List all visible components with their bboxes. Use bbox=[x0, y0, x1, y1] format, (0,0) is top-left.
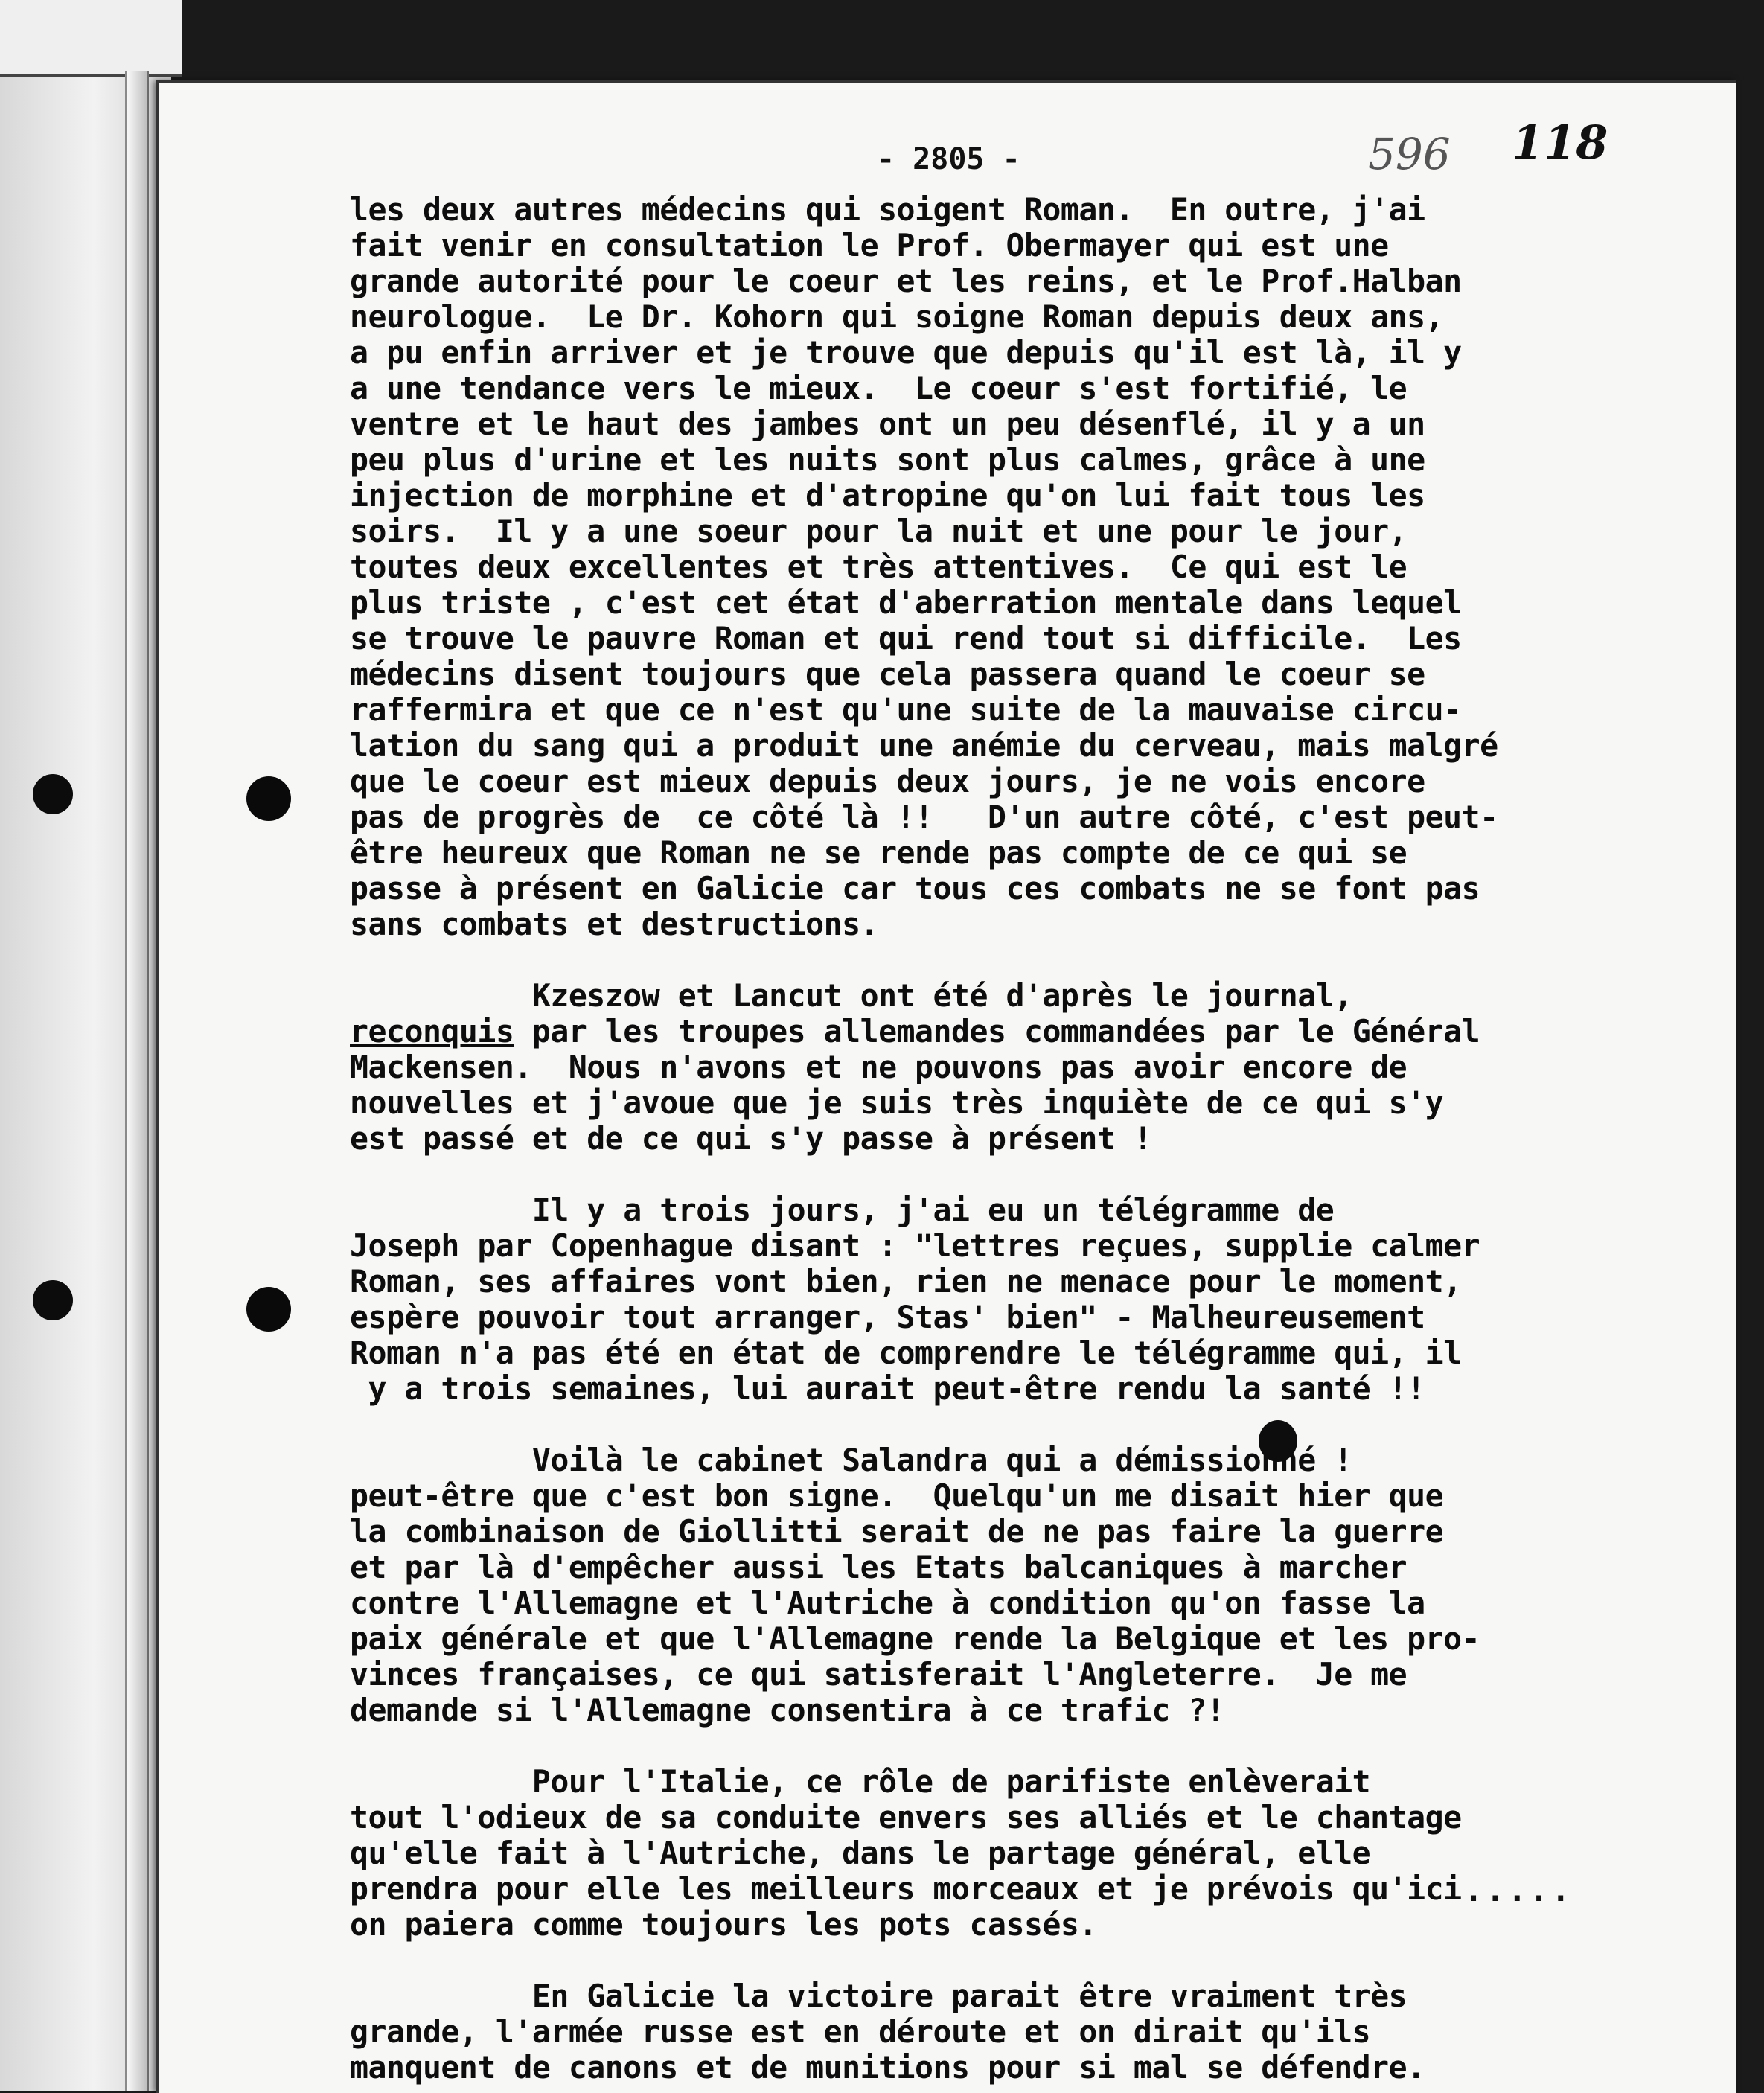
punch-hole-bottom bbox=[246, 1287, 291, 1332]
text-line: Voilà le cabinet Salandra qui a démissionné ! bbox=[350, 1442, 1352, 1478]
text-line: Roman n'a pas été en état de comprendre le télégramme qui, il bbox=[350, 1335, 1462, 1371]
text-line: sans combats et destructions. bbox=[350, 906, 879, 942]
text-line: lation du sang qui a produit une anémie du cerveau, mais malgré bbox=[350, 727, 1498, 764]
text-line: prendra pour elle les meilleurs morceaux et je prévois qu'ici bbox=[350, 1870, 1462, 1907]
text-line: les deux autres médecins qui soigent Roman. En outre, j'ai bbox=[350, 191, 1425, 228]
text-line: Joseph par Copenhague disant : "lettres reçues, supplie calmer bbox=[350, 1227, 1480, 1264]
text-line: on paiera comme toujours les pots cassés. bbox=[350, 1906, 1097, 1943]
text-line: que le coeur est mieux depuis deux jours, je ne vois encore bbox=[350, 763, 1425, 799]
text-line: En Galicie la victoire parait être vraiment très bbox=[350, 1978, 1407, 2014]
text-line: qu'elle fait à l'Autriche, dans le partage général, elle bbox=[350, 1835, 1371, 1871]
text-line: soirs. Il y a une soeur pour la nuit et une pour le jour, bbox=[350, 513, 1407, 549]
text-line: manquent de canons et de munitions pour si mal se défendre. bbox=[350, 2049, 1425, 2086]
letter-body bbox=[350, 192, 1712, 2086]
text-line: être heureux que Roman ne se rende pas compte de ce qui se bbox=[350, 834, 1407, 871]
text-line: a une tendance vers le mieux. Le coeur s'est fortifié, le bbox=[350, 370, 1407, 406]
binder-hole-top bbox=[33, 774, 73, 814]
text-line: passe à présent en Galicie car tous ces combats ne se font pas bbox=[350, 870, 1480, 907]
text-line: contre l'Allemagne et l'Autriche à condition qu'on fasse la bbox=[350, 1585, 1425, 1621]
text-line: grande, l'armée russe est en déroute et on dirait qu'ils bbox=[350, 2013, 1371, 2050]
text-line: est passé et de ce qui s'y passe à présent ! bbox=[350, 1120, 1152, 1157]
text-line: raffermira et que ce n'est qu'une suite de la mauvaise circu- bbox=[350, 691, 1462, 728]
text-line: vinces françaises, ce qui satisferait l'Angleterre. Je me bbox=[350, 1656, 1407, 1693]
paragraph bbox=[350, 978, 1712, 1157]
text-line: fait venir en consultation le Prof. Obermayer qui est une bbox=[350, 227, 1389, 263]
text-line: peut-être que c'est bon signe. Quelqu'un me disait hier que bbox=[350, 1477, 1444, 1514]
page-number: - 2805 - bbox=[877, 142, 1020, 176]
text-line: injection de morphine et d'atropine qu'on lui fait tous les bbox=[350, 477, 1425, 514]
text-line: toutes deux excellentes et très attentives. Ce qui est le bbox=[350, 549, 1407, 585]
text-line: demande si l'Allemagne consentira à ce trafic ?! bbox=[350, 1692, 1225, 1728]
punch-hole-top bbox=[246, 776, 291, 821]
text-line: plus triste , c'est cet état d'aberration mentale dans lequel bbox=[350, 584, 1462, 621]
text-line: et par là d'empêcher aussi les Etats balcaniques à marcher bbox=[350, 1549, 1407, 1585]
text-line: Il y a trois jours, j'ai eu un télégramme de bbox=[350, 1192, 1335, 1228]
paragraph-gap bbox=[350, 1407, 1712, 1442]
text-line: tout l'odieux de sa conduite envers ses alliés et le chantage bbox=[350, 1799, 1462, 1835]
text-line: a pu enfin arriver et je trouve que depuis qu'il est là, il y bbox=[350, 334, 1462, 371]
paragraph-gap bbox=[350, 1728, 1712, 1764]
continuation-dots: ..... bbox=[1464, 1872, 1573, 1908]
text-line: nouvelles et j'avoue que je suis très inquiète de ce qui s'y bbox=[350, 1084, 1444, 1121]
text-line: peu plus d'urine et les nuits sont plus calmes, grâce à une bbox=[350, 441, 1425, 478]
paragraph-gap bbox=[350, 942, 1712, 978]
binder-top-strip bbox=[0, 0, 182, 77]
paragraph-gap bbox=[350, 1943, 1712, 1978]
text-line: Kzeszow et Lancut ont été d'après le journal, bbox=[350, 977, 1352, 1014]
text-line: Mackensen. Nous n'avons et ne pouvons pas avoir encore de bbox=[350, 1049, 1407, 1085]
paragraph bbox=[350, 1442, 1712, 1728]
text-line: grande autorité pour le coeur et les reins, et le Prof.Halban bbox=[350, 263, 1462, 299]
text-line: se trouve le pauvre Roman et qui rend tout si difficile. Les bbox=[350, 620, 1462, 656]
text-line: Roman, ses affaires vont bien, rien ne menace pour le moment, bbox=[350, 1263, 1462, 1300]
text-line: médecins disent toujours que cela passera quand le coeur se bbox=[350, 656, 1425, 692]
paragraph bbox=[350, 1764, 1712, 1943]
binder-hole-bottom bbox=[33, 1280, 73, 1320]
text-line: reconquis par les troupes allemandes commandées par le Général bbox=[350, 1013, 1480, 1049]
paragraph-gap bbox=[350, 1157, 1712, 1192]
text-line: ventre et le haut des jambes ont un peu désenflé, il y a un bbox=[350, 406, 1425, 442]
text-line: pas de progrès de ce côté là !! D'un autre côté, c'est peut- bbox=[350, 799, 1498, 835]
ink-folio-number: 118 bbox=[1512, 115, 1608, 170]
pencil-folio-number: 596 bbox=[1368, 129, 1451, 179]
paragraph bbox=[350, 1978, 1712, 2086]
text-line: paix générale et que l'Allemagne rende la Belgique et les pro- bbox=[350, 1620, 1480, 1657]
binder-spine bbox=[125, 71, 149, 2091]
text-line: y a trois semaines, lui aurait peut-être rendu la santé !! bbox=[350, 1370, 1425, 1407]
text-line: neurologue. Le Dr. Kohorn qui soigne Roman depuis deux ans, bbox=[350, 298, 1444, 335]
text-line: Pour l'Italie, ce rôle de parifiste enlèverait bbox=[350, 1763, 1371, 1800]
paragraph bbox=[350, 192, 1712, 942]
text-line: espère pouvoir tout arranger, Stas' bien" - Malheureusement bbox=[350, 1299, 1425, 1335]
text-line: la combinaison de Giollitti serait de ne pas faire la guerre bbox=[350, 1513, 1444, 1550]
paragraph bbox=[350, 1192, 1712, 1407]
